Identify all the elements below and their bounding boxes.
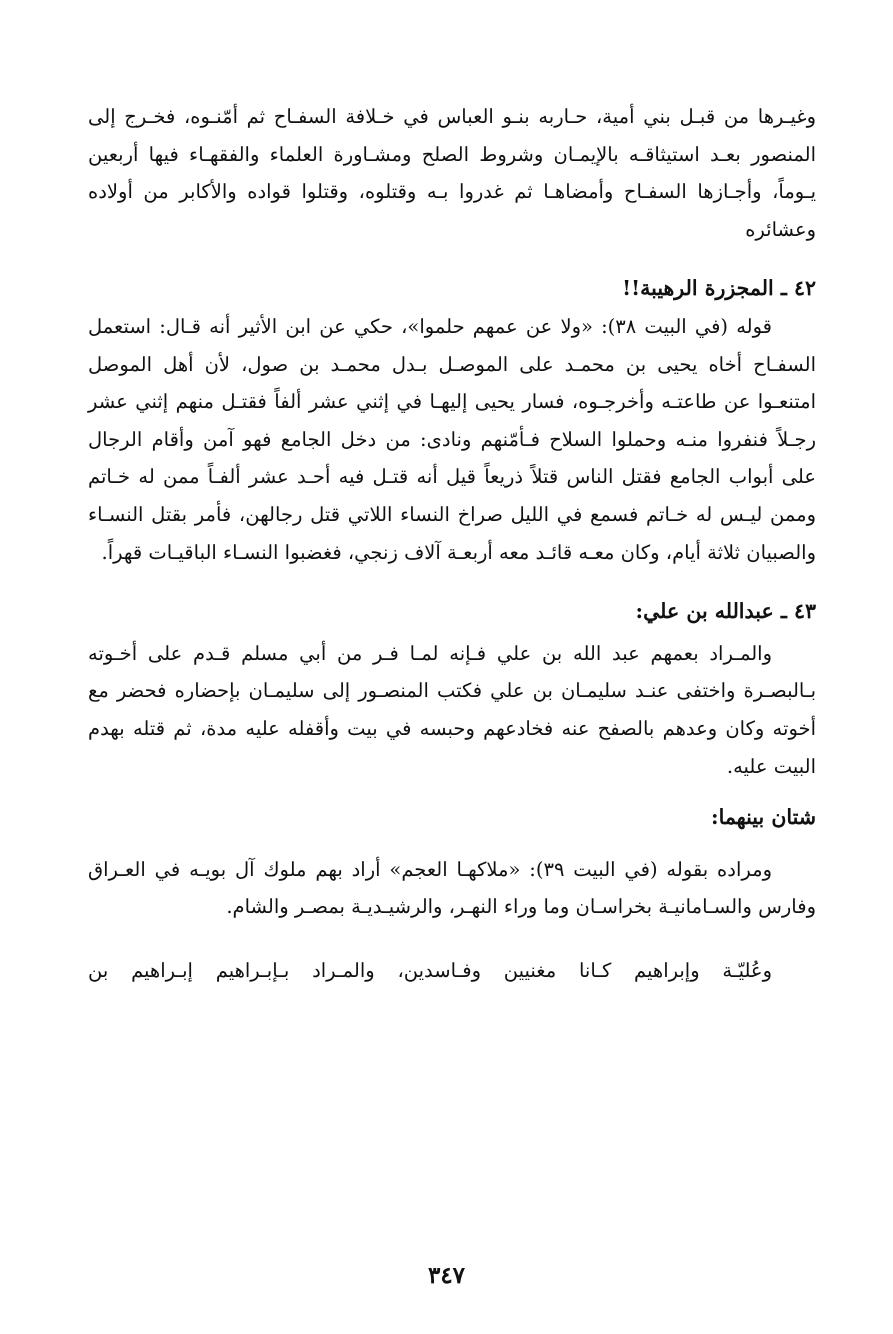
- intro-paragraph: وغيـرها من قبـل بني أمية، حـاربه بنـو العباس في خـلافة السفـاح ثم أمّنـوه، فخـرج إلى المنصور بعـد استيثاقـه بالإيمـان وشروط الصلح ومشـاورة العلماء والفقهـاء فيها أربعين يـوماً، وأجـازها السفـاح وأمضاهـا ثم غدروا بـه وقتلوه، وقتلوا قواده والأكابر من أولاده وعشائره: [88, 105, 816, 241]
- spacer: [88, 785, 816, 799]
- section-shattan-heading: شتان بينهما:: [711, 805, 816, 830]
- section-shattan-body-1: ومراده بقوله (في البيت ٣٩): «ملاكهـا العجم» أراد بهم ملوك آل بويـه في العـراق وفارس والسـامانيـة بخراسـان وما وراء النهـر، والرشيـديـة بمصـر والشام.: [88, 857, 816, 919]
- spacer: [88, 926, 816, 952]
- page-body: [88, 98, 816, 989]
- spacer: [88, 571, 816, 593]
- section-43-heading: ٤٣ ـ عبدالله بن علي:: [635, 599, 816, 624]
- section-shattan-body-2: وعُليّـة وإبراهيم كـانا مغنيين وفـاسدين، والمـراد بـإبـراهيم إبـراهيم بن: [88, 958, 772, 982]
- page-number: ٣٤٧: [427, 1262, 466, 1289]
- section-42-heading: ٤٢ ـ المجزرة الرهيبة!!: [622, 276, 816, 301]
- spacer: [88, 248, 816, 270]
- spacer: [88, 837, 816, 851]
- section-42-body: قوله (في البيت ٣٨): «ولا عن عمهم حلموا»، حكي عن ابن الأثير أنه قـال: استعمل السفـاح أخاه يحيى بن محمـد على الموصـل بـدل محمـد بن صول، لأن أهل الموصل امتنعـوا عن طاعتـه وأخرجـوه، فسار يحيى إليهـا في إثني عشر ألفاً فقتـل منهم إثني عشر رجـلاً فنفروا منـه وحملوا السلاح فـأمّنهم ونادى: من دخل الجامع فهو آمن وأقام الرجال على أبواب الجامع فقتل الناس قتلاً ذريعاً قيل أنه قتـل فيه أحـد عشر ألفـاً ممن له خـاتم وممن ليـس له خـاتم فسمع في الليل صراخ النساء اللاتي قتل رجالهن، فأمر بقتل النسـاء والصبيان ثلاثة أيام، وكان معـه قائـد معه أربعـة آلاف زنجي، فغضبوا النسـاء الباقيـات قهراً.: [88, 314, 816, 564]
- section-43-body: والمـراد بعمهم عبد الله بن علي فـإنه لمـا فـر من أبي مسلم قـدم على أخـوته بـالبصـرة واختفى عنـد سليمـان بن علي فكتب المنصـور إلى سليمـان بإحضاره فحضر مع أخوته وكان وعدهم بالصفح عنه فخادعهم وحبسه في بيت وأقفله عليه مدة، ثم قتله بهدم البيت عليه.: [88, 641, 816, 778]
